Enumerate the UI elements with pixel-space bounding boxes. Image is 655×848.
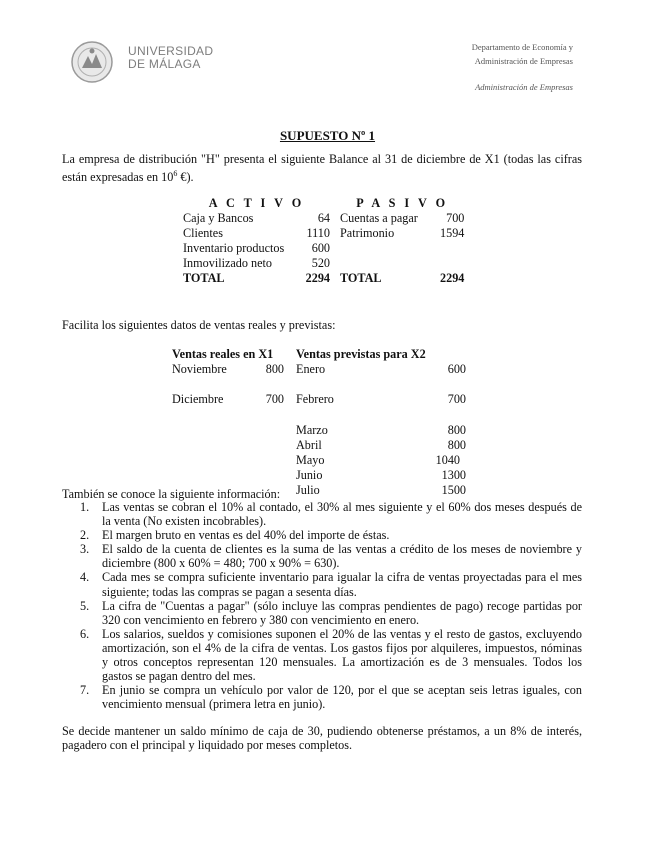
pasivo-label: Cuentas a pagar: [340, 211, 418, 225]
item-number: 4.: [80, 570, 90, 585]
sales-table: [172, 347, 466, 497]
item-text: Las ventas se cobran el 10% al contado, el 30% al mes siguiente y el 60% dos meses después de la venta (No existen incobrables).: [102, 500, 582, 529]
forecast-month: Julio: [296, 482, 320, 497]
activo-value: 520: [311, 256, 330, 270]
sales-row: [172, 467, 466, 482]
activo-value: 1110: [306, 226, 330, 240]
forecast-value: 1040: [435, 452, 460, 467]
university-line2: DE MÁLAGA: [128, 57, 201, 71]
sales-row: [172, 437, 466, 452]
sales-header-row: [172, 347, 466, 362]
balance-row: [183, 211, 464, 226]
balance-row: [183, 241, 464, 256]
forecast-value: 800: [447, 422, 466, 437]
item-text: Cada mes se compra suficiente inventario para igualar la cifra de ventas proyectadas para el mes siguiente; todas las compras se pagan a sesenta días.: [102, 570, 582, 599]
forecast-month: Marzo: [296, 422, 328, 437]
real-month: Diciembre: [172, 392, 224, 406]
activo-label: Caja y Bancos: [183, 211, 254, 225]
forecast-month: Febrero: [296, 392, 334, 406]
intro-exponent: 6: [173, 168, 178, 178]
activo-value: 600: [311, 241, 330, 255]
real-month: Noviembre: [172, 362, 227, 376]
intro-text-end: €).: [177, 169, 194, 184]
forecast-month: Abril: [296, 437, 322, 452]
balance-row: [183, 256, 464, 271]
balance-row: [183, 226, 464, 241]
item-number: 2.: [80, 528, 90, 543]
real-value: 700: [265, 392, 284, 406]
forecast-sales-header: Ventas previstas para X2: [296, 347, 426, 361]
item-text: El saldo de la cuenta de clientes es la suma de las ventas a crédito de los meses de noviembre y diciembre (800 x 60% = 480; 700 x 90% = 630).: [102, 542, 582, 571]
balance-total-row: [183, 271, 464, 286]
activo-value: 64: [317, 211, 330, 225]
department-line1: Departamento de Economía y: [471, 42, 573, 52]
item-number: 3.: [80, 542, 90, 557]
balance-table: [183, 196, 464, 286]
item-number: 1.: [80, 500, 90, 514]
list-item: [80, 528, 582, 542]
forecast-value: 1300: [441, 467, 466, 482]
university-logo: [70, 40, 122, 84]
intro-text: La empresa de distribución "H" presenta el siguiente Balance al 31 de diciembre de X1 (todas las cifras están expresadas en 10: [62, 152, 582, 184]
item-text: En junio se compra un vehículo por valor de 120, por el que se aceptan seis letras iguales, con vencimiento mensual (primera letra en junio).: [102, 683, 582, 712]
forecast-value: 1500: [441, 482, 466, 497]
university-name: [128, 45, 213, 71]
pasivo-value: 1594: [440, 226, 465, 240]
list-item: [80, 500, 582, 528]
forecast-month: Mayo: [296, 452, 325, 467]
forecast-month: Enero: [296, 362, 326, 376]
real-sales-header: Ventas reales en X1: [172, 347, 274, 361]
forecast-month: Junio: [296, 467, 323, 482]
item-text: El margen bruto en ventas es del 40% del importe de éstas.: [102, 528, 390, 543]
document-title: SUPUESTO Nº 1: [279, 128, 376, 143]
department-line2: Administración de Empresas: [474, 56, 573, 66]
activo-label: Clientes: [183, 226, 223, 240]
total-pasivo-value: 2294: [440, 271, 465, 285]
item-text: La cifra de "Cuentas a pagar" (sólo incluye las compras pendientes de pago) recoge partidas por 320 con vencimiento en febrero y 380 con vencimiento en enero.: [102, 598, 582, 627]
balance-header-row: [183, 196, 464, 211]
sales-row: [172, 362, 466, 377]
activo-header: A C T I V O: [208, 196, 305, 210]
total-activo-value: 2294: [305, 271, 330, 285]
sales-row: [172, 392, 466, 407]
list-item: [80, 627, 582, 683]
area-name: Administración de Empresas: [475, 82, 573, 92]
university-line1: UNIVERSIDAD: [128, 44, 214, 58]
item-number: 5.: [80, 598, 90, 613]
list-item: [80, 683, 582, 711]
total-activo-label: TOTAL: [183, 271, 225, 285]
sales-row: [172, 422, 466, 437]
pasivo-header: P A S I V O: [356, 196, 449, 210]
pasivo-value: 700: [446, 211, 465, 225]
closing-paragraph: Se decide mantener un saldo mínimo de caja de 30, pudiendo obtenerse préstamos, a un 8% de interés, pagadero con el principal y liquidado por meses completos.: [62, 724, 582, 753]
item-number: 6.: [80, 626, 90, 641]
info-list: [80, 500, 582, 711]
real-value: 800: [265, 362, 284, 376]
activo-label: Inventario productos: [183, 241, 285, 255]
department-name: [472, 40, 573, 68]
list-item: [80, 542, 582, 570]
forecast-value: 700: [447, 392, 466, 406]
sales-row: [172, 452, 466, 467]
info-intro: También se conoce la siguiente información:: [62, 487, 281, 501]
forecast-value: 600: [447, 362, 466, 376]
item-text: Los salarios, sueldos y comisiones suponen el 20% de las ventas y el resto de gastos, excluyendo amortización, son el 4% de la cifra de ventas. Los gastos fijos por alquileres, impuestos, nóminas y otros conceptos representan 120 mensuales. La amortización es de 3 mensuales. Todos los gastos se pagan dentro del mes.: [102, 626, 582, 684]
intro-paragraph: [62, 152, 582, 184]
pasivo-label: Patrimonio: [340, 226, 395, 240]
total-pasivo-label: TOTAL: [340, 271, 382, 285]
list-item: [80, 570, 582, 598]
sales-intro: Facilita los siguientes datos de ventas reales y previstas:: [62, 318, 336, 332]
list-item: [80, 599, 582, 627]
forecast-value: 800: [447, 437, 466, 452]
activo-label: Inmovilizado neto: [183, 256, 273, 270]
item-number: 7.: [80, 683, 90, 698]
